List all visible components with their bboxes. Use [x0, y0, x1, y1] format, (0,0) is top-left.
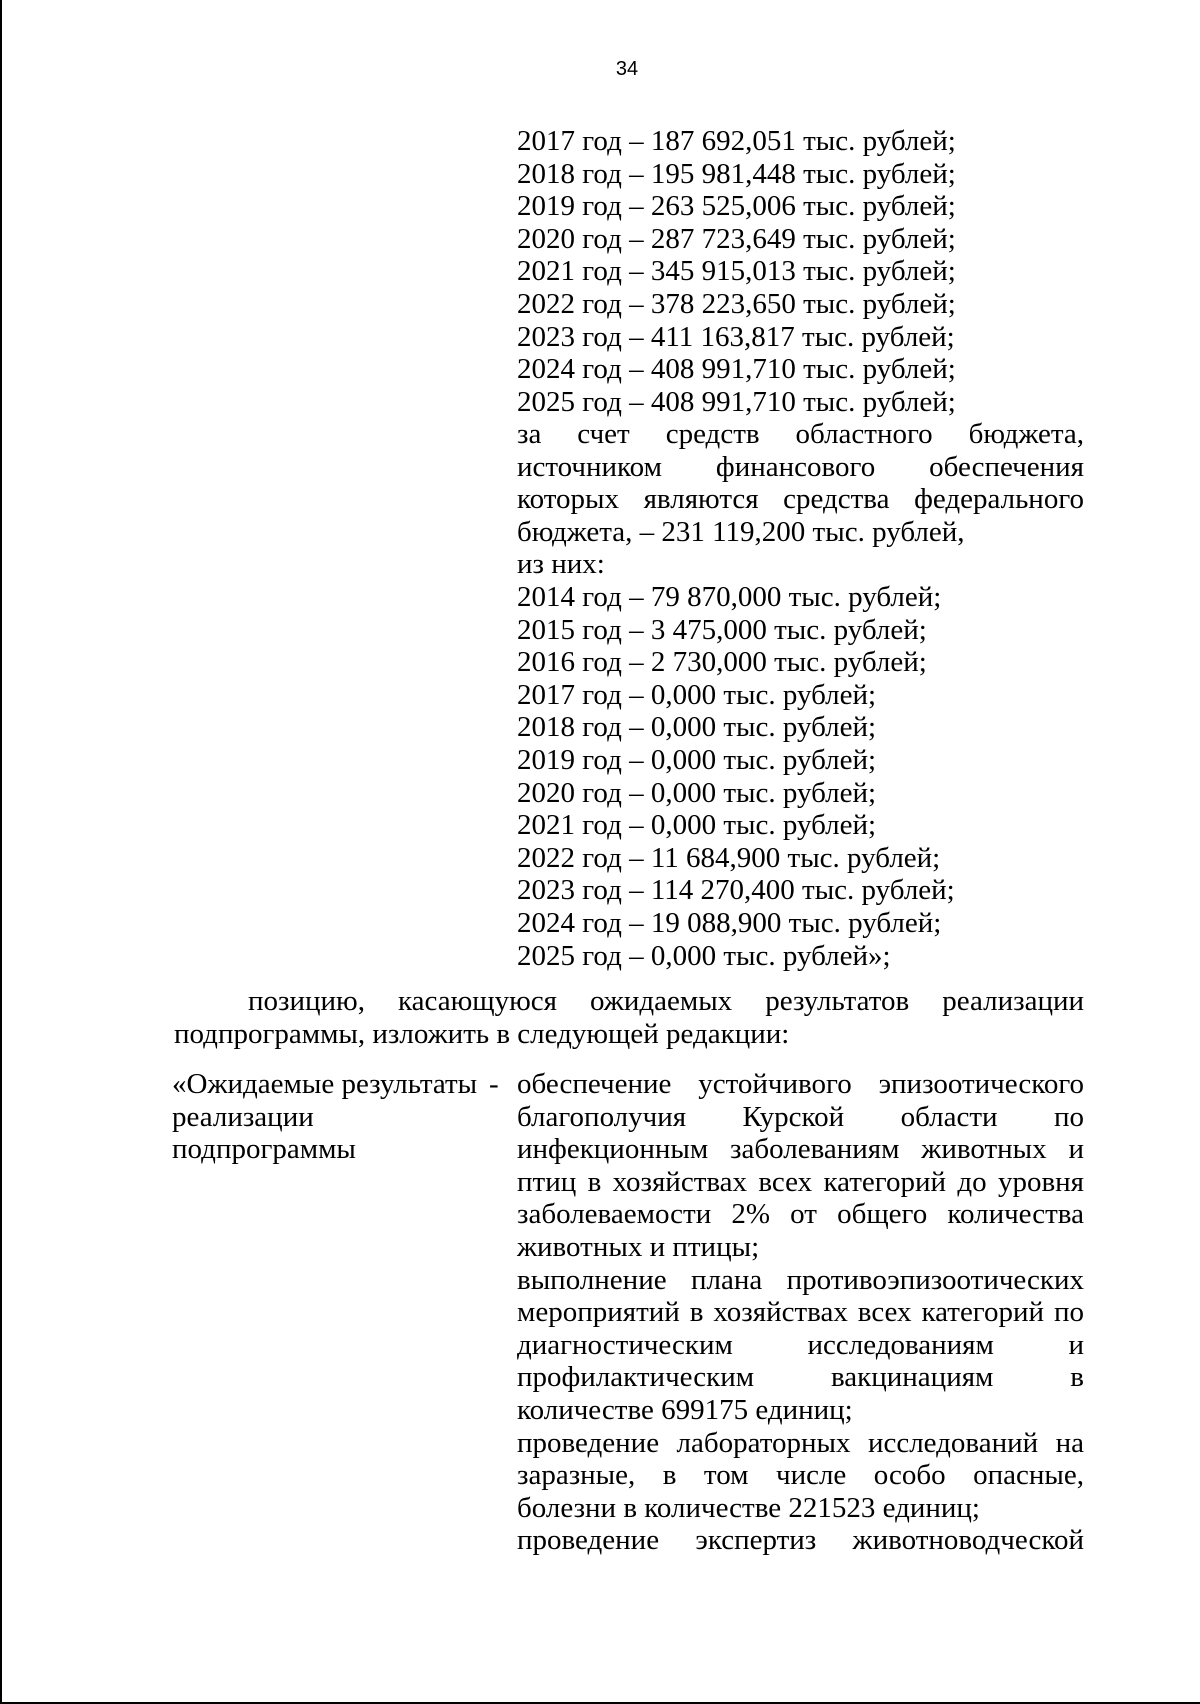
page-number: 34	[615, 58, 639, 80]
funding-note-text: за счет средств областного бюджета, источником финансового обеспечения которых являются средства федерального бюджета, – 231 119,200 тыс. рублей,	[517, 418, 1084, 548]
amount-line: 2016 год – 2 730,000 тыс. рублей;	[517, 646, 927, 679]
amount-line: 2018 год – 0,000 тыс. рублей;	[517, 711, 877, 744]
amount-line: 2018 год – 195 981,448 тыс. рублей;	[517, 157, 956, 190]
results-item: проведение лабораторных исследований на заразные, в том числе особо опасные, болезни в количестве 221523 единиц;	[517, 1426, 1084, 1524]
results-item: проведение экспертиз животноводческой	[517, 1524, 1084, 1557]
results-label	[172, 1068, 477, 1166]
instruction-line-2: подпрограммы, изложить в следующей редакции:	[174, 1018, 790, 1050]
amount-line: 2020 год – 287 723,649 тыс. рублей;	[517, 222, 956, 255]
amount-line: 2023 год – 411 163,817 тыс. рублей;	[517, 320, 955, 353]
results-label-line-3: подпрограммы	[172, 1133, 356, 1166]
results-item: обеспечение устойчивого эпизоотического благополучия Курской области по инфекционным заболеваниям животных и птиц в хозяйствах всех категорий до уровня заболеваемости 2% от общего количества животных и птицы;	[517, 1068, 1084, 1263]
amount-line: 2020 год – 0,000 тыс. рублей;	[517, 776, 877, 809]
amount-line: 2022 год – 378 223,650 тыс. рублей;	[517, 287, 956, 320]
instruction-line-1: позицию, касающуюся ожидаемых результатов реализации	[248, 985, 1084, 1017]
results-text	[517, 1068, 1084, 1557]
funding-of-which: из них:	[517, 548, 605, 581]
amount-line: 2025 год – 0,000 тыс. рублей»;	[517, 939, 891, 972]
amount-line: 2019 год – 0,000 тыс. рублей;	[517, 743, 877, 776]
amount-line: 2024 год – 19 088,900 тыс. рублей;	[517, 906, 942, 939]
amount-line: 2023 год – 114 270,400 тыс. рублей;	[517, 874, 955, 907]
amount-line: 2024 год – 408 991,710 тыс. рублей;	[517, 353, 956, 386]
amount-line: 2021 год – 0,000 тыс. рублей;	[517, 809, 877, 842]
amount-line: 2015 год – 3 475,000 тыс. рублей;	[517, 613, 927, 646]
amount-line: 2017 год – 0,000 тыс. рублей;	[517, 678, 877, 711]
amount-line: 2017 год – 187 692,051 тыс. рублей;	[517, 125, 956, 157]
amount-line: 2021 год – 345 915,013 тыс. рублей;	[517, 255, 956, 288]
amounts-federal-list	[517, 581, 1084, 972]
instruction-paragraph	[174, 985, 1084, 1051]
amount-line: 2019 год – 263 525,006 тыс. рублей;	[517, 190, 956, 223]
funding-note-block	[517, 418, 1084, 972]
amounts-total-list	[517, 125, 1084, 418]
amount-line: 2014 год – 79 870,000 тыс. рублей;	[517, 580, 942, 613]
results-label-line-2: реализации	[172, 1100, 314, 1133]
amount-line: 2025 год – 408 991,710 тыс. рублей;	[517, 385, 956, 418]
results-item: выполнение плана противоэпизоотических мероприятий в хозяйствах всех категорий по диагностическим исследованиям и профилактическим вакцинациям в количестве 699175 единиц;	[517, 1263, 1084, 1426]
results-label-line-1: «Ожидаемые результаты	[172, 1068, 478, 1100]
results-dash: -	[489, 1068, 499, 1100]
amount-line: 2022 год – 11 684,900 тыс. рублей;	[517, 841, 941, 874]
